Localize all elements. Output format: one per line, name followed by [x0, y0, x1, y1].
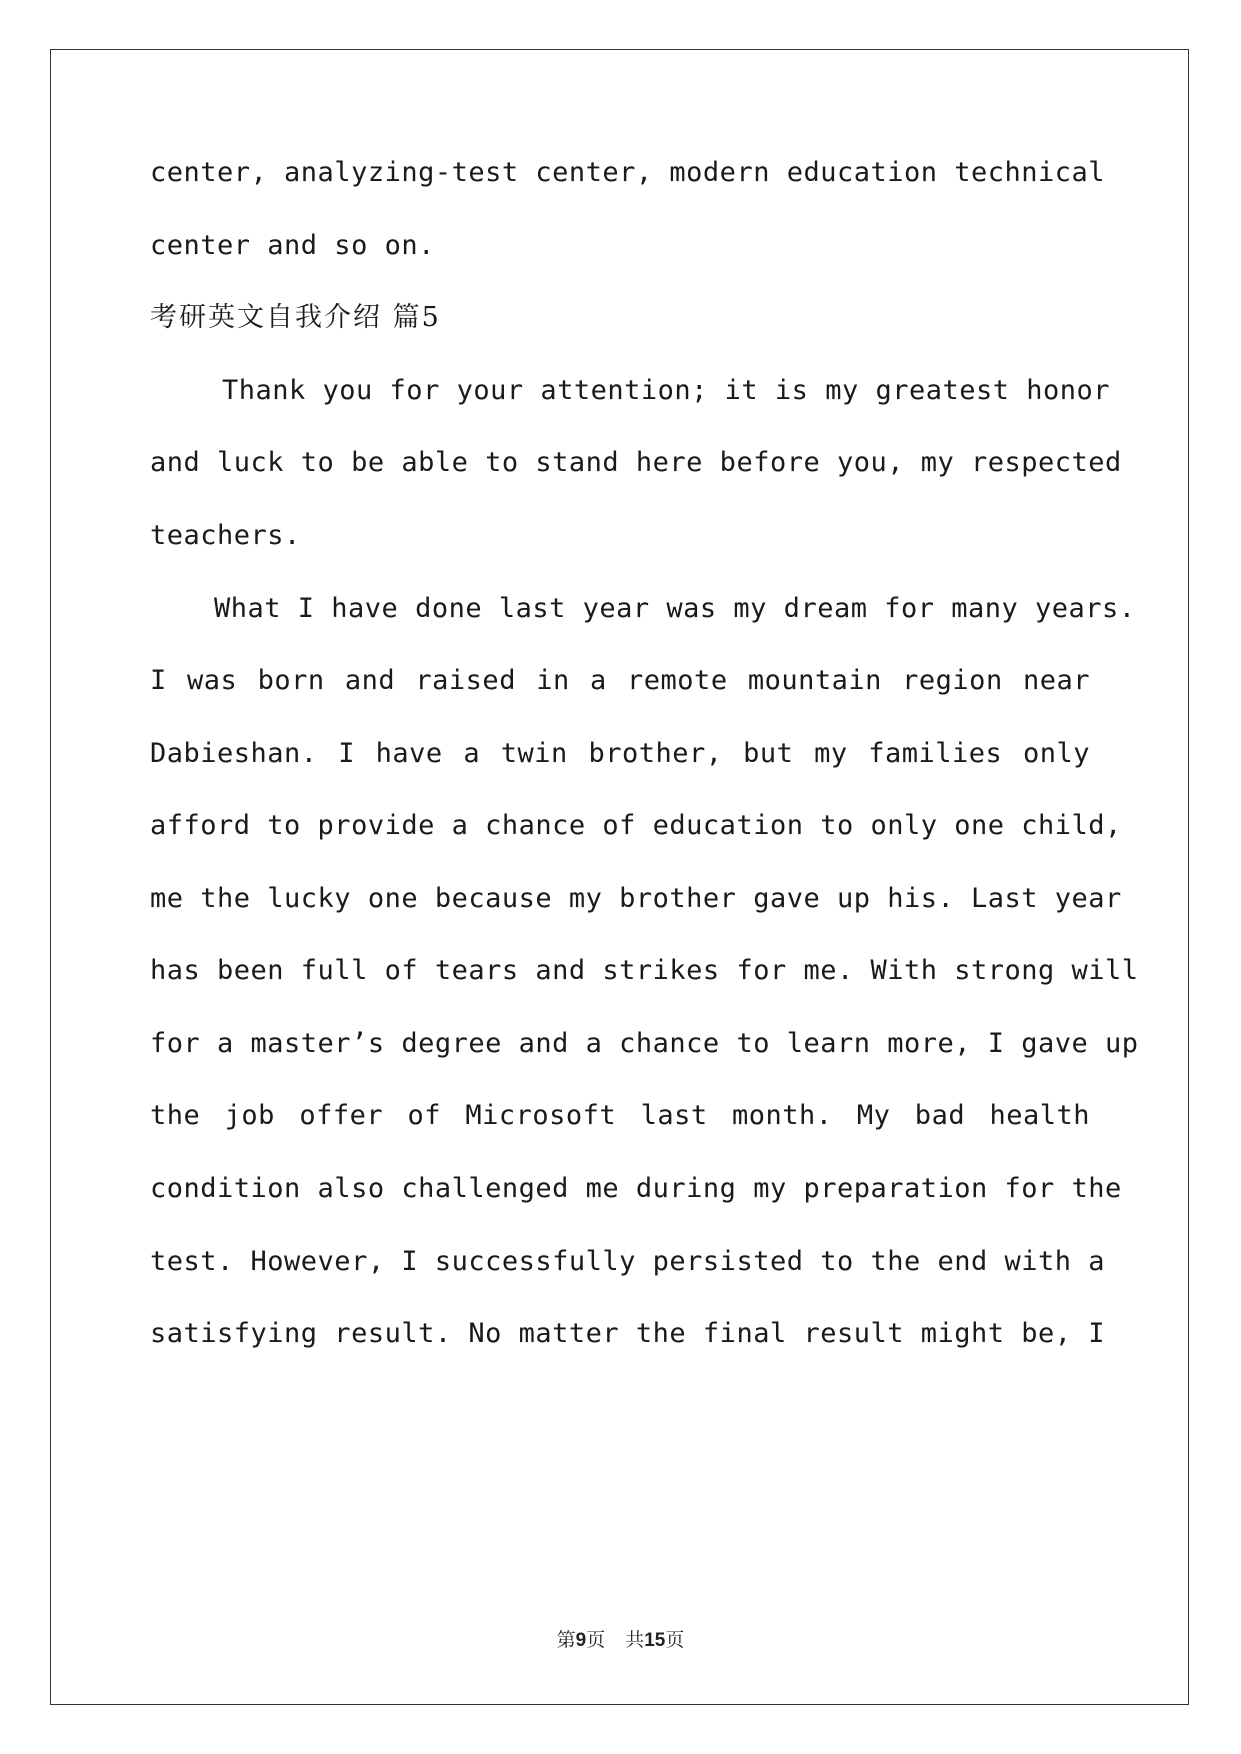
current-page-number: 9 [575, 1630, 587, 1651]
section-heading: 考研英文自我介绍 篇5 [150, 302, 441, 333]
footer-page-prefix: 第 [556, 1629, 576, 1651]
text-line: Thank you for your attention; it is my greatest honor [222, 375, 1111, 406]
footer-total-prefix: 共 [625, 1629, 645, 1651]
page-footer [0, 1628, 1241, 1653]
text-line: me the lucky one because my brother gave up his. Last year [150, 883, 1122, 914]
text-line: condition also challenged me during my preparation for the [150, 1173, 1122, 1204]
text-line: Dabieshan. I have a twin brother, but my families only [150, 738, 1090, 769]
text-line: What I have done last year was my dream for many years. [214, 593, 1136, 624]
text-line: afford to provide a chance of education to only one child, [150, 810, 1122, 841]
text-line: center, analyzing-test center, modern education technical [150, 157, 1106, 188]
text-line: center and so on. [150, 230, 435, 261]
text-line: the job offer of Microsoft last month. My bad health [150, 1100, 1090, 1131]
page-border [50, 49, 1189, 1705]
text-line: teachers. [150, 520, 301, 551]
footer-page-suffix: 页 [586, 1629, 606, 1651]
footer-total-suffix: 页 [665, 1629, 685, 1651]
text-line: has been full of tears and strikes for me. With strong will [150, 955, 1139, 986]
text-line: for a master’s degree and a chance to learn more, I gave up [150, 1028, 1139, 1059]
text-line: and luck to be able to stand here before you, my respected [150, 447, 1122, 478]
total-page-count: 15 [644, 1630, 666, 1651]
text-line: test. However, I successfully persisted to the end with a [150, 1246, 1106, 1277]
text-line: satisfying result. No matter the final result might be, I [150, 1318, 1106, 1349]
text-line: I was born and raised in a remote mountain region near [150, 665, 1090, 696]
